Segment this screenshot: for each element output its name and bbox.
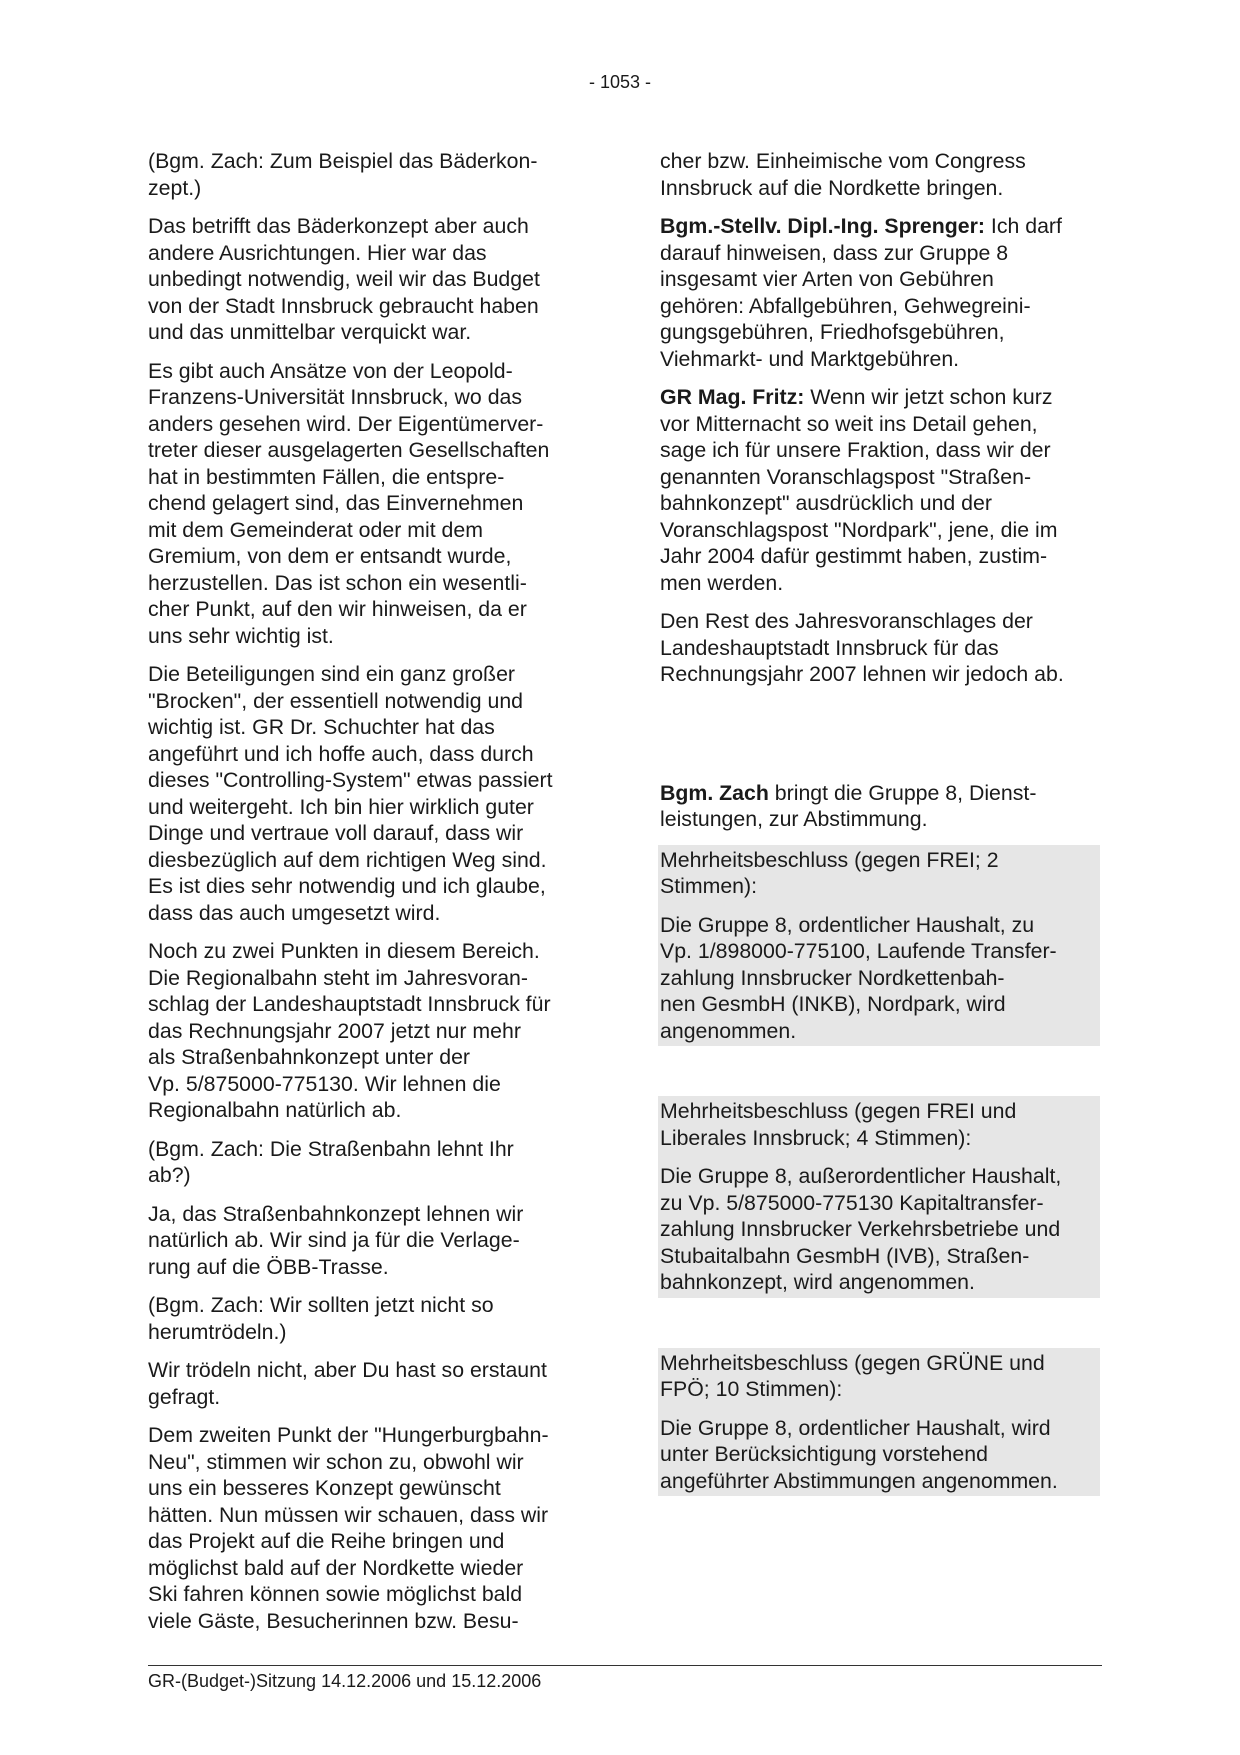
decision-title: Mehrheitsbeschluss (gegen FREI; 2 Stimmen): — [660, 847, 999, 898]
speaker-text: Wenn wir jetzt schon kurz vor Mitternacht so weit ins Detail gehen, sage ich für unsere Fraktion, dass wir der genannten Voranschlagspost "Straßen- bahnkonzept" ausdrücklich und der Voranschlagspost "Nordpark", jene, die im Jahr 2004 dafür gestimmt haben, zustim- men werden. — [660, 385, 1058, 595]
decision-body: Die Gruppe 8, ordentlicher Haushalt, wird unter Berücksichtigung vorstehend angeführter Abstimmungen angenommen. — [660, 1415, 1058, 1493]
paragraph: Das betrifft das Bäderkonzept aber auch andere Ausrichtungen. Hier war das unbedingt notwendig, weil wir das Budget von der Stadt Innsbruck gebraucht haben und das unmittelbar verquickt war. — [148, 214, 540, 344]
speaker-name: GR Mag. Fritz: — [660, 385, 805, 409]
decision-box — [658, 845, 1100, 1047]
speaker-text: Ich darf darauf hinweisen, dass zur Gruppe 8 insgesamt vier Arten von Gebühren gehören: Abfallgebühren, Gehwegreini- gungsgebühren, Friedhofsgebühren, Viehmarkt- und Marktgebühren. — [660, 214, 1062, 371]
paragraph: Wir trödeln nicht, aber Du hast so erstaunt gefragt. — [148, 1358, 547, 1409]
paragraph: Ja, das Straßenbahnkonzept lehnen wir natürlich ab. Wir sind ja für die Verlage- rung auf die ÖBB-Trasse. — [148, 1201, 524, 1279]
paragraph: (Bgm. Zach: Wir sollten jetzt nicht so herumtrödeln.) — [148, 1293, 494, 1344]
paragraph: Den Rest des Jahresvoranschlages der Landeshauptstadt Innsbruck für das Rechnungsjahr 2007 lehnen wir jedoch ab. — [660, 609, 1064, 686]
speaker-paragraph — [660, 384, 1100, 596]
decision-body: Die Gruppe 8, ordentlicher Haushalt, zu Vp. 1/898000-775100, Laufende Transfer- zahlung Innsbrucker Nordkettenbah- nen GesmbH (INKB), Nordpark, wird angenommen. — [660, 912, 1057, 1043]
page-number: - 1053 - — [588, 72, 652, 92]
paragraph: cher bzw. Einheimische vom Congress Innsbruck auf die Nordkette bringen. — [660, 149, 1026, 200]
footer-divider — [148, 1665, 1102, 1666]
decision-box — [658, 1348, 1100, 1497]
speaker-paragraph — [660, 780, 1100, 833]
paragraph: (Bgm. Zach: Zum Beispiel das Bäderkon- zept.) — [148, 149, 538, 200]
speaker-text: bringt die Gruppe 8, Dienst- leistungen, zur Abstimmung. — [660, 780, 1037, 831]
decision-body: Die Gruppe 8, außerordentlicher Haushalt, zu Vp. 5/875000-775130 Kapitaltransfer- zahlung Innsbrucker Verkehrsbetriebe und Stubaitalbahn GesmbH (IVB), Straßen- bahnkonzept, wird angenommen. — [660, 1164, 1062, 1294]
paragraph: Es gibt auch Ansätze von der Leopold- Franzens-Universität Innsbruck, wo das anders gesehen wird. Der Eigentümerver- treter dieser ausgelagerten Gesellschaften hat in bestimmten Fällen, die entspre- chend gelagert sind, das Einvernehmen mit dem Gemeinderat oder mit dem Gremium, von dem er entsandt wurde, herzustellen. Das ist schon ein wesentli- cher Punkt, auf den wir hinweisen, da er uns sehr wichtig ist. — [148, 358, 550, 648]
speaker-paragraph — [660, 213, 1100, 372]
paragraph: Dem zweiten Punkt der "Hungerburgbahn- Neu", stimmen wir schon zu, obwohl wir uns ein besseres Konzept gewünscht hätten. Nun müssen wir schauen, dass wir das Projekt auf die Reihe bringen und möglichst bald auf der Nordkette wieder Ski fahren können sowie möglichst bald viele Gäste, Besucherinnen bzw. Besu- — [148, 1423, 549, 1633]
speaker-name: Bgm. Zach — [660, 780, 769, 805]
decision-title: Mehrheitsbeschluss (gegen FREI und Liberales Innsbruck; 4 Stimmen): — [660, 1099, 1017, 1150]
right-column — [660, 148, 1100, 1496]
decision-box — [658, 1096, 1100, 1298]
paragraph: (Bgm. Zach: Die Straßenbahn lehnt Ihr ab?) — [148, 1136, 514, 1187]
paragraph: Die Beteiligungen sind ein ganz großer "Brocken", der essentiell notwendig und wichtig ist. GR Dr. Schuchter hat das angeführt und ich hoffe auch, dass durch dieses "Controlling-System" etwas passiert und weitergeht. Ich bin hier wirklich guter Dinge und vertraue voll darauf, dass wir diesbezüglich auf dem richtigen Weg sind. Es ist dies sehr notwendig und ich glaube, dass das auch umgesetzt wird. — [148, 662, 553, 925]
footer-text: GR-(Budget-)Sitzung 14.12.2006 und 15.12.2006 — [148, 1671, 542, 1691]
speaker-name: Bgm.-Stellv. Dipl.-Ing. Sprenger: — [660, 214, 985, 238]
decision-title: Mehrheitsbeschluss (gegen GRÜNE und FPÖ; 10 Stimmen): — [660, 1350, 1045, 1401]
left-column — [148, 148, 590, 1646]
paragraph: Noch zu zwei Punkten in diesem Bereich. Die Regionalbahn steht im Jahresvoran- schlag der Landeshauptstadt Innsbruck für das Rechnungsjahr 2007 jetzt nur mehr als Straßenbahnkonzept unter der Vp. 5/875000-775130. Wir lehnen die Regionalbahn natürlich ab. — [148, 939, 551, 1122]
